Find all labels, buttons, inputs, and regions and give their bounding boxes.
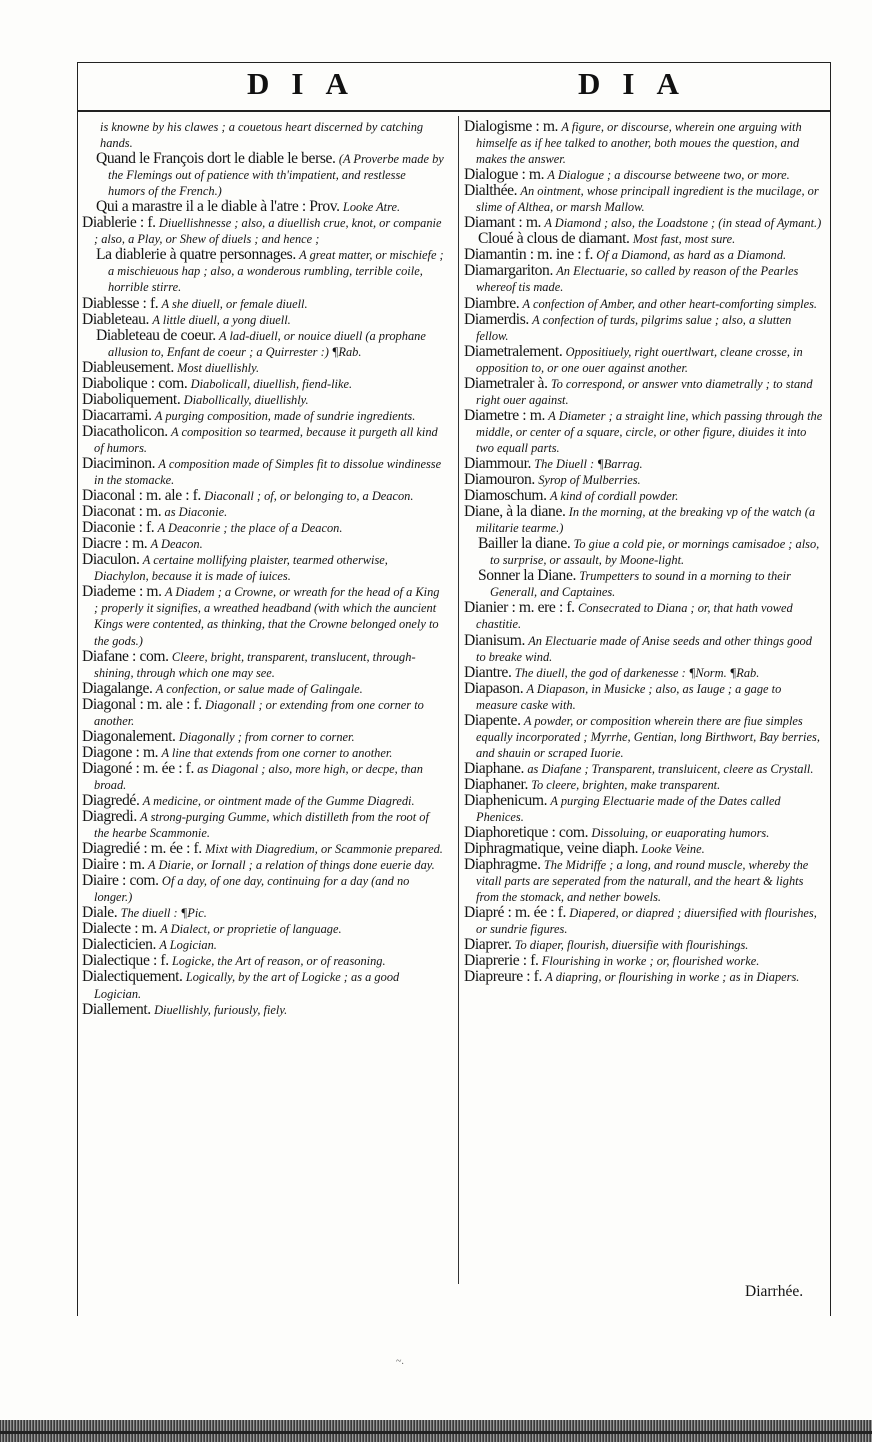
dictionary-entry: [82, 584, 444, 648]
entry-definition: as Diagonal ; also, more high, or decpe, than broad.: [94, 761, 423, 792]
entry-definition: is knowne by his clawes ; a couetous heart discerned by catching hands.: [100, 120, 424, 151]
dictionary-entry: [82, 793, 444, 809]
entry-headword: Dianisum.: [464, 631, 525, 649]
dictionary-entry: [464, 408, 824, 456]
dictionary-entry: [82, 697, 444, 729]
entry-definition: Looke Veine.: [641, 842, 705, 857]
entry-headword: Diaphragme.: [464, 856, 541, 874]
entry-definition: A figure, or discourse, wherein one arguing with himselfe as if hee talked to another, both moues the question, and makes the answer.: [476, 120, 802, 167]
entry-definition: A strong-purging Gumme, which distilleth from the root of the hearbe Scammonie.: [94, 810, 429, 841]
entry-definition: Dissoluing, or euaporating humors.: [591, 826, 770, 841]
dictionary-entry: [82, 953, 444, 969]
entry-headword: Dialecte : m.: [82, 920, 157, 938]
entry-headword: Diacatholicon.: [82, 422, 168, 440]
entry-headword: Sonner la Diane.: [478, 567, 576, 585]
right-column: [464, 119, 824, 986]
entry-headword: Dialecticien.: [82, 936, 157, 954]
dictionary-entry: [82, 360, 444, 376]
entry-definition: In the morning, at the breaking vp of the watch (a militarie tearme.): [476, 505, 816, 536]
entry-definition: as Diaconie.: [164, 505, 228, 520]
entry-definition: A medicine, or ointment made of the Gumme Diagredi.: [142, 793, 415, 808]
entry-headword: Diaboliquement.: [82, 390, 181, 408]
entry-headword: Dialectiquement.: [82, 968, 183, 986]
entry-headword: Diale.: [82, 904, 118, 922]
entry-headword: Qui a marastre il a le diable à l'atre : Prov.: [96, 198, 340, 216]
dictionary-entry: [82, 536, 444, 552]
dictionary-entry: [82, 857, 444, 873]
entry-definition: Trumpetters to sound in a morning to their Generall, and Captaines.: [490, 569, 791, 600]
dictionary-entry: [464, 681, 824, 713]
entry-headword: Diamargariton.: [464, 262, 553, 280]
entry-definition: A she diuell, or female diuell.: [161, 296, 308, 311]
dictionary-entry: [82, 456, 444, 488]
entry-headword: Diametralement.: [464, 342, 563, 360]
header-left: DIA: [247, 66, 370, 101]
entry-headword: Diametre : m.: [464, 406, 545, 424]
entry-headword: Diantre.: [464, 663, 512, 681]
entry-headword: Dialogue : m.: [464, 166, 545, 184]
entry-definition: A purging composition, made of sundrie ingredients.: [154, 408, 416, 423]
entry-headword: Diagoné : m. ée : f.: [82, 759, 194, 777]
entry-definition: A little diuell, a yong diuell.: [152, 312, 291, 327]
entry-headword: Diametraler à.: [464, 374, 548, 392]
dictionary-entry: [82, 761, 444, 793]
entry-definition: An Electuarie made of Anise seeds and other things good to breake wind.: [476, 633, 812, 664]
dictionary-entry: [464, 504, 824, 536]
entry-definition: Diuellishly, furiously, fiely.: [154, 1002, 288, 1017]
entry-headword: Diagredi.: [82, 808, 137, 826]
entry-definition: An ointment, whose principall ingredient is the mucilage, or slime of Althea, or marsh Mallow.: [476, 184, 819, 215]
dictionary-entry: [464, 472, 824, 488]
scan-edge-line: [0, 1431, 872, 1434]
entry-headword: Diaconat : m.: [82, 503, 162, 521]
entry-headword: Diaire : com.: [82, 872, 159, 890]
entry-definition: A Deaconrie ; the place of a Deacon.: [157, 521, 343, 536]
dictionary-entry: [82, 681, 444, 697]
entry-definition: Oppositiuely, right ouertlwart, cleane crosse, in opposition to, or one ouer against another.: [476, 344, 803, 375]
entry-definition: The Midriffe ; a long, and round muscle, whereby the vitall parts are seperated from the naturall, and the heart & lights from the stomack, and nether bowels.: [476, 858, 809, 905]
entry-headword: La diablerie à quatre personnages.: [96, 246, 296, 264]
entry-definition: Diapered, or diapred ; diuersified with flourishes, or sundrie figures.: [476, 906, 817, 937]
entry-definition: Diagonally ; from corner to corner.: [178, 729, 355, 744]
entry-headword: Diaphaner.: [464, 775, 528, 793]
entry-headword: Diaconie : f.: [82, 519, 155, 537]
dictionary-entry: [464, 841, 824, 857]
entry-definition: A powder, or composition wherein there are fiue simples equally incorporated ; Myrrhe, Gentian, long Birthwort, Bay berries, and shauin or scraped Iuorie.: [476, 713, 820, 760]
dictionary-entry: [464, 568, 824, 600]
dictionary-entry: [82, 247, 444, 295]
entry-definition: Diaconall ; of, or belonging to, a Deacon.: [204, 489, 414, 504]
dictionary-entry: [464, 600, 824, 632]
dictionary-entry: [82, 296, 444, 312]
entry-definition: An Electuarie, so called by reason of the Pearles whereof tis made.: [476, 264, 799, 295]
dictionary-entry: [82, 119, 444, 151]
dictionary-entry: [464, 488, 824, 504]
entry-headword: Diagalange.: [82, 679, 153, 697]
entry-headword: Bailler la diane.: [478, 535, 571, 553]
dictionary-entry: [82, 328, 444, 360]
entry-definition: A Diarie, or Iornall ; a relation of things done euerie day.: [148, 858, 435, 873]
entry-definition: To giue a cold pie, or mornings camisadoe ; also, to surprise, or assault, by Moone-light.: [490, 537, 820, 568]
entry-definition: Most diuellishly.: [177, 360, 260, 375]
entry-definition: Diuellishnesse ; also, a diuellish crue, knot, or companie ; also, a Play, or Shew of diuels ; and hence ;: [94, 216, 442, 247]
dictionary-entry: [464, 296, 824, 312]
entry-definition: The diuell : ¶Pic.: [120, 906, 207, 921]
entry-headword: Diafane : com.: [82, 647, 169, 665]
entry-definition: A confection of Amber, and other heart-comforting simples.: [522, 296, 818, 311]
entry-definition: The Diuell : ¶Barrag.: [534, 456, 643, 471]
entry-definition: To cleere, brighten, make transparent.: [531, 777, 721, 792]
dictionary-entry: [464, 793, 824, 825]
dictionary-entry: [82, 873, 444, 905]
dictionary-entry: [82, 729, 444, 745]
entry-headword: Diagredé.: [82, 791, 140, 809]
dictionary-entry: [82, 408, 444, 424]
entry-definition: Logically, by the art of Logicke ; as a good Logician.: [94, 970, 400, 1001]
dictionary-entry: [82, 745, 444, 761]
entry-headword: Diapente.: [464, 711, 521, 729]
entry-definition: A diapring, or flourishing in worke ; as in Diapers.: [545, 970, 800, 985]
entry-definition: A kind of cordiall powder.: [549, 489, 679, 504]
dictionary-entry: [464, 777, 824, 793]
entry-headword: Diaciminon.: [82, 454, 156, 472]
entry-headword: Diacarrami.: [82, 406, 152, 424]
entry-definition: A confection, or salue made of Galingale.: [155, 681, 363, 696]
entry-headword: Diableusement.: [82, 358, 174, 376]
entry-definition: A Diamond ; also, the Loadstone ; (in stead of Aymant.): [544, 216, 822, 231]
dictionary-entry: [464, 456, 824, 472]
dictionary-entry: [82, 649, 444, 681]
entry-headword: Diableteau de coeur.: [96, 326, 216, 344]
dictionary-entry: [82, 151, 444, 199]
entry-headword: Diaphenicum.: [464, 791, 548, 809]
left-column: [82, 119, 444, 1018]
entry-headword: Diphragmatique, veine diaph.: [464, 840, 639, 858]
entry-definition: A Diapason, in Musicke ; also, as Iauge ; a gage to measure caske with.: [476, 681, 782, 712]
entry-definition: Looke Atre.: [342, 200, 401, 215]
entry-headword: Diableteau.: [82, 310, 150, 328]
dictionary-entry: [464, 247, 824, 263]
dictionary-entry: [464, 937, 824, 953]
dictionary-entry: [82, 841, 444, 857]
entry-headword: Diamantin : m. ine : f.: [464, 246, 593, 264]
entry-headword: Cloué à clous de diamant.: [478, 230, 630, 248]
entry-definition: A certaine mollifying plaister, tearmed otherwise, Diachylon, because it is made of iuices.: [94, 553, 388, 584]
entry-definition: To correspond, or answer vnto diametrally ; to stand right ouer against.: [476, 376, 813, 407]
entry-headword: Diacre : m.: [82, 535, 148, 553]
entry-definition: Logicke, the Art of reason, or of reasoning.: [171, 954, 386, 969]
dictionary-entry: [82, 376, 444, 392]
header-right: DIA: [578, 66, 701, 101]
entry-definition: Syrop of Mulberries.: [538, 473, 641, 488]
dictionary-entry: [464, 969, 824, 985]
entry-definition: A great matter, or mischiefe ; a mischieuous hap ; also, a wonderous rumbling, terrible coile, horrible stirre.: [108, 248, 444, 295]
entry-headword: Diagone : m.: [82, 743, 159, 761]
dictionary-entry: [82, 552, 444, 584]
entry-headword: Dialogisme : m.: [464, 118, 559, 135]
entry-definition: A Deacon.: [150, 537, 203, 552]
dictionary-entry: [464, 167, 824, 183]
entry-headword: Diagonal : m. ale : f.: [82, 695, 202, 713]
entry-definition: as Diafane ; Transparent, transluicent, cleere as Crystall.: [527, 761, 814, 776]
dictionary-entry: [82, 199, 444, 215]
entry-headword: Quand le François dort le diable le berse.: [96, 150, 336, 168]
dictionary-entry: [464, 761, 824, 777]
entry-headword: Diamoschum.: [464, 487, 547, 505]
dictionary-entry: [464, 713, 824, 761]
dictionary-entry: [82, 937, 444, 953]
catchword: Diarrhée.: [745, 1283, 804, 1300]
entry-headword: Diaphoretique : com.: [464, 824, 589, 842]
entry-headword: Diaconal : m. ale : f.: [82, 487, 201, 505]
margin-mark: ~.: [396, 1356, 404, 1367]
dictionary-entry: [82, 392, 444, 408]
entry-definition: Cleere, bright, transparent, translucent, through-shining, through which one may see.: [94, 649, 416, 680]
entry-definition: Diabollically, diuellishly.: [183, 392, 309, 407]
dictionary-entry: [464, 857, 824, 905]
dictionary-entry: [464, 536, 824, 568]
entry-definition: To diaper, flourish, diuersifie with flourishings.: [514, 938, 749, 953]
entry-headword: Diabolique : com.: [82, 374, 188, 392]
entry-headword: Dialectique : f.: [82, 952, 169, 970]
dictionary-entry: [464, 231, 824, 247]
entry-definition: (A Proverbe made by the Flemings out of patience with th'impatient, and restlesse humors of the French.): [108, 152, 444, 199]
dictionary-entry: [464, 344, 824, 376]
entry-definition: A Logician.: [159, 938, 217, 953]
dictionary-entry: [464, 633, 824, 665]
entry-definition: A confection of turds, pilgrims salue ; also, a slutten fellow.: [476, 312, 792, 343]
entry-headword: Diaprer.: [464, 936, 512, 954]
dictionary-entry: [82, 520, 444, 536]
entry-headword: Diane, à la diane.: [464, 503, 566, 521]
entry-definition: The diuell, the god of darkenesse : ¶Norm. ¶Rab.: [514, 665, 760, 680]
dictionary-entry: [464, 119, 824, 167]
dictionary-entry: [464, 183, 824, 215]
entry-definition: Consecrated to Diana ; or, that hath vowed chastitie.: [476, 601, 793, 632]
entry-definition: Most fast, most sure.: [632, 232, 736, 247]
entry-headword: Diamouron.: [464, 471, 535, 489]
dictionary-entry: [82, 312, 444, 328]
entry-headword: Diallement.: [82, 1000, 151, 1018]
dictionary-entry: [464, 953, 824, 969]
dictionary-entry: [82, 969, 444, 1001]
entry-headword: Diaphane.: [464, 759, 525, 777]
entry-headword: Diamant : m.: [464, 214, 542, 232]
entry-definition: A purging Electuarie made of the Dates called Phenices.: [476, 793, 781, 825]
dictionary-entry: [82, 1002, 444, 1018]
header-rule: [77, 110, 831, 112]
entry-definition: A composition so tearmed, because it purgeth all kind of humors.: [94, 424, 438, 455]
dictionary-entry: [82, 809, 444, 841]
dictionary-entry: [82, 424, 444, 456]
dictionary-entry: [464, 312, 824, 344]
entry-headword: Diammour.: [464, 454, 531, 472]
dictionary-entry: [82, 504, 444, 520]
dictionary-entry: [464, 825, 824, 841]
dictionary-entry: [82, 215, 444, 247]
dictionary-entry: [464, 665, 824, 681]
column-divider: [458, 116, 459, 1284]
dictionary-entry: [82, 488, 444, 504]
entry-definition: A composition made of Simples fit to dissolue windinesse in the stomacke.: [94, 456, 442, 488]
dictionary-entry: [464, 263, 824, 295]
entry-definition: Flourishing in worke ; or, flourished worke.: [541, 954, 760, 969]
entry-definition: A line that extends from one corner to another.: [161, 745, 393, 760]
dictionary-entry: [464, 215, 824, 231]
entry-headword: Diademe : m.: [82, 583, 162, 601]
entry-definition: Mixt with Diagredium, or Scammonie prepared.: [205, 842, 443, 857]
entry-definition: A Dialect, or proprietie of language.: [160, 922, 342, 937]
entry-headword: Diaculon.: [82, 551, 140, 569]
entry-headword: Diaprerie : f.: [464, 952, 539, 970]
dictionary-entry: [464, 376, 824, 408]
entry-definition: A Diameter ; a straight line, which passing through the middle, or center of a square, circle, or other figure, diuides it into two equall parts.: [476, 408, 823, 455]
entry-definition: Diabolicall, diuellish, fiend-like.: [190, 376, 353, 391]
entry-headword: Diamerdis.: [464, 310, 529, 328]
entry-headword: Diagonalement.: [82, 727, 176, 745]
entry-definition: Of a Diamond, as hard as a Diamond.: [596, 248, 787, 263]
entry-definition: Of a day, of one day, continuing for a day (and no longer.): [94, 874, 410, 905]
dictionary-entry: [464, 905, 824, 937]
entry-definition: Diagonall ; or extending from one corner to another.: [94, 697, 424, 728]
entry-headword: Diapason.: [464, 679, 524, 697]
entry-definition: A Dialogue ; a discourse betweene two, or more.: [547, 168, 790, 183]
entry-headword: Diapreure : f.: [464, 968, 542, 986]
entry-headword: Diaire : m.: [82, 856, 145, 874]
entry-headword: Dianier : m. ere : f.: [464, 599, 575, 617]
entry-headword: Diambre.: [464, 294, 520, 312]
entry-definition: A Diadem ; a Crowne, or wreath for the head of a King ; properly it signifies, a wreathed headband (with which the auncient Kings were contented, as thinking, that the Crowne belonged onely to the gods.): [94, 585, 440, 648]
dictionary-entry: [82, 921, 444, 937]
entry-headword: Diagredié : m. ée : f.: [82, 840, 202, 858]
entry-definition: A lad-diuell, or nouice diuell (a prophane allusion to, Enfant de coeur ; a Quirrester :) ¶Rab.: [108, 328, 426, 359]
dictionary-entry: [82, 905, 444, 921]
entry-headword: Diablerie : f.: [82, 214, 156, 232]
entry-headword: Diablesse : f.: [82, 294, 159, 312]
entry-headword: Dialthée.: [464, 182, 518, 200]
entry-headword: Diapré : m. ée : f.: [464, 904, 566, 922]
